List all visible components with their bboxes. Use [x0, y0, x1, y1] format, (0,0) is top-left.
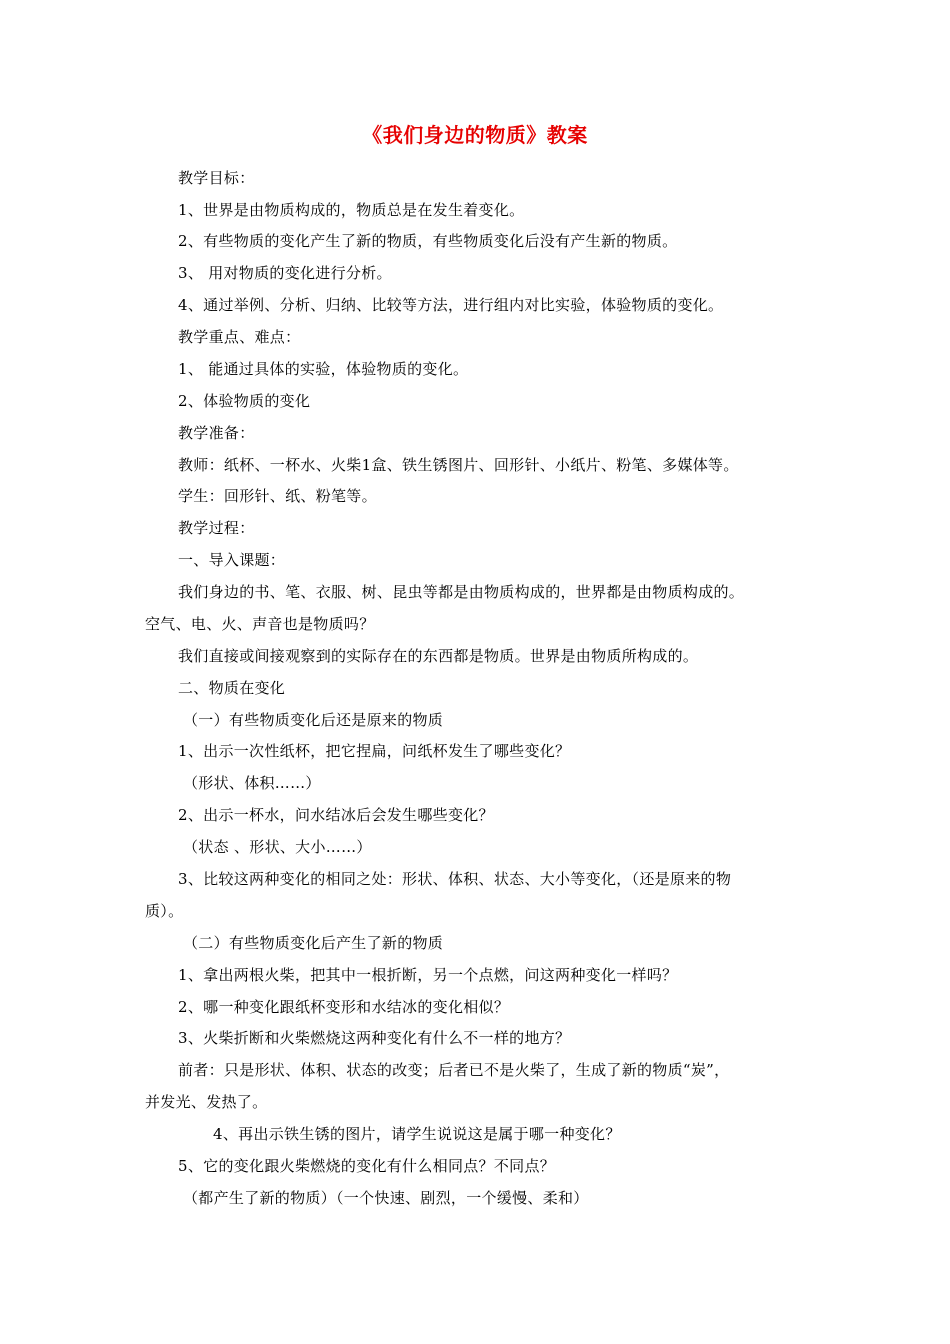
paragraph-line: 1、拿出两根火柴，把其中一根折断，另一个点燃，问这两种变化一样吗？	[178, 966, 678, 984]
paragraph-line: 3、火柴折断和火柴燃烧这两种变化有什么不一样的地方？	[178, 1029, 571, 1047]
paragraph-line: 2、体验物质的变化	[178, 392, 311, 410]
heading-process: 教学过程：	[178, 519, 255, 537]
paragraph-line: 4、再出示铁生锈的图片，请学生说说这是属于哪一种变化？	[213, 1125, 621, 1143]
subsection-heading: （二）有些物质变化后产生了新的物质	[183, 934, 444, 952]
paragraph-line: 2、有些物质的变化产生了新的物质，有些物质变化后没有产生新的物质。	[178, 232, 678, 250]
paragraph-line: （形状、体积……）	[183, 774, 321, 792]
paragraph-line: 并发光、发热了。	[145, 1093, 268, 1111]
paragraph-line: 5、它的变化跟火柴燃烧的变化有什么相同点？不同点？	[178, 1157, 556, 1175]
paragraph-line: 3、 用对物质的变化进行分析。	[178, 264, 392, 282]
subsection-heading: （一）有些物质变化后还是原来的物质	[183, 711, 444, 729]
paragraph-line: 3、比较这两种变化的相同之处：形状、体积、状态、大小等变化，（还是原来的物	[178, 870, 732, 888]
paragraph-line: 1、出示一次性纸杯，把它捏扁，问纸杯发生了哪些变化？	[178, 742, 571, 760]
section-heading: 一、导入课题：	[178, 551, 286, 569]
paragraph-line: 前者：只是形状、体积、状态的改变；后者已不是火柴了，生成了新的物质“炭”，	[178, 1061, 730, 1079]
section-heading: 二、物质在变化	[178, 679, 286, 697]
paragraph-line: （状态 、形状、大小……）	[183, 838, 372, 856]
document-title: 《我们身边的物质》教案	[362, 123, 588, 147]
paragraph-line: 1、世界是由物质构成的，物质总是在发生着变化。	[178, 201, 525, 219]
paragraph-line: 我们身边的书、笔、衣服、树、昆虫等都是由物质构成的，世界都是由物质构成的。	[178, 583, 745, 601]
paragraph-line: 1、 能通过具体的实验，体验物质的变化。	[178, 360, 469, 378]
paragraph-line: （都产生了新的物质）（一个快速、剧烈，一个缓慢、柔和）	[183, 1189, 589, 1207]
paragraph-line: 我们直接或间接观察到的实际存在的东西都是物质。世界是由物质所构成的。	[178, 647, 699, 665]
heading-preparation: 教学准备：	[178, 424, 255, 442]
paragraph-line: 教师：纸杯、一杯水、火柴1盒、铁生锈图片、回形针、小纸片、粉笔、多媒体等。	[178, 456, 739, 474]
heading-objectives: 教学目标：	[178, 169, 255, 187]
paragraph-line: 2、哪一种变化跟纸杯变形和水结冰的变化相似？	[178, 998, 510, 1016]
paragraph-line: 4、通过举例、分析、归纳、比较等方法，进行组内对比实验，体验物质的变化。	[178, 296, 724, 314]
heading-key-points: 教学重点、难点：	[178, 328, 301, 346]
paragraph-line: 空气、电、火、声音也是物质吗？	[145, 615, 375, 633]
paragraph-line: 质）。	[145, 902, 184, 920]
paragraph-line: 2、出示一杯水，问水结冰后会发生哪些变化？	[178, 806, 494, 824]
paragraph-line: 学生：回形针、纸、粉笔等。	[178, 487, 377, 505]
